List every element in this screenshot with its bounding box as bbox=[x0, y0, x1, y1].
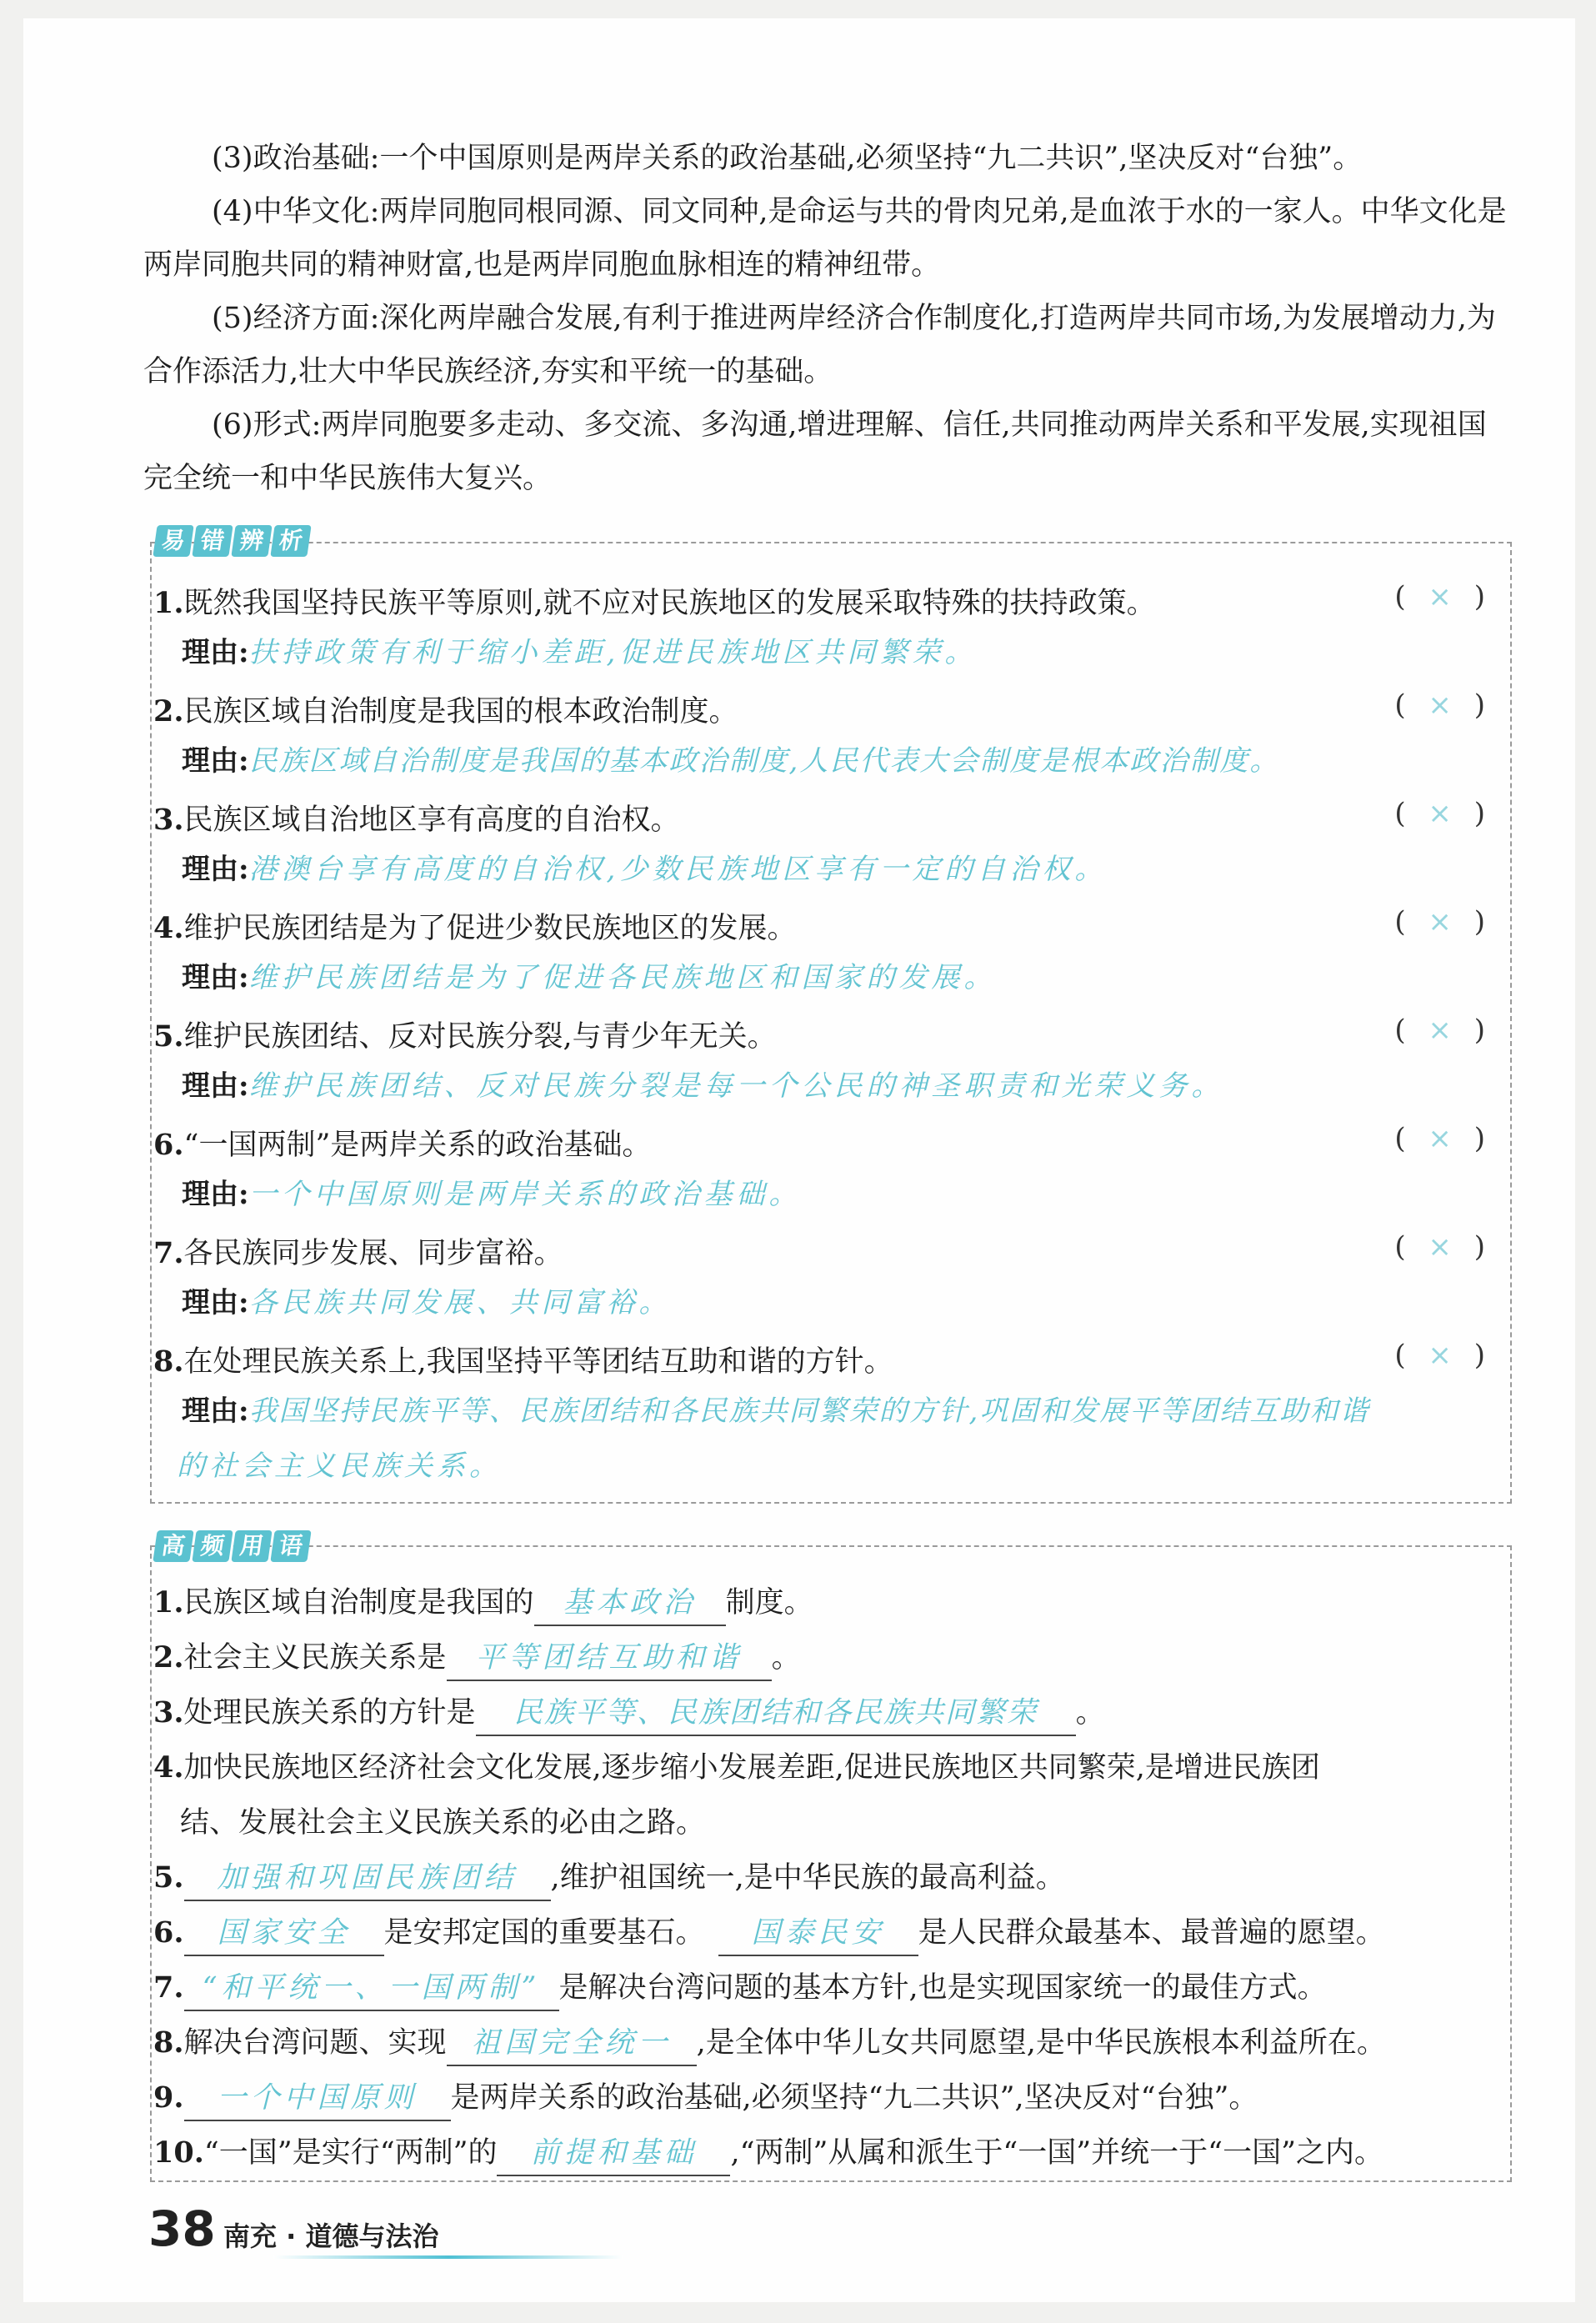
answer-blank: 基本政治 bbox=[534, 1581, 726, 1626]
reason-2: 理由:民族区域自治制度是我国的基本政治制度,人民代表大会制度是根本政治制度。 bbox=[182, 744, 1280, 778]
answer-blank: 祖国完全统一 bbox=[447, 2021, 697, 2066]
intro-point-5: (5)经济方面:深化两岸融合发展,有利于推进两岸经济合作制度化,打造两岸共同市场,为发展增动力,为合作添活力,壮大中华民族经济,夯实和平统一的基础。 bbox=[143, 302, 1496, 388]
reason-8: 理由:我国坚持民族平等、民族团结和各民族共同繁荣的方针,巩固和发展平等团结互助和谐 bbox=[182, 1394, 1370, 1428]
judge-item-5: 5.维护民族团结、反对民族分裂,与青少年无关。 ( × ) bbox=[153, 1014, 1492, 1054]
footer-accent-line bbox=[273, 2255, 623, 2259]
judge-item-7: 7.各民族同步发展、同步富裕。 ( × ) bbox=[153, 1230, 1492, 1270]
fill-item-1: 1.民族区域自治制度是我国的 基本政治 制度。 bbox=[153, 1575, 1512, 1630]
judge-mark: ( × ) bbox=[1394, 1230, 1492, 1264]
judge-item-2: 2.民族区域自治制度是我国的根本政治制度。 ( × ) bbox=[153, 688, 1492, 728]
reason-8-continued: 的社会主义民族关系。 bbox=[177, 1449, 502, 1483]
intro-point-3: (3)政治基础:一个中国原则是两岸关系的政治基础,必须坚持“九二共识”,坚决反对“台独”。 bbox=[212, 142, 1363, 175]
answer-blank: 一个中国原则 bbox=[184, 2076, 451, 2121]
reason-3: 理由:港澳台享有高度的自治权,少数民族地区享有一定的自治权。 bbox=[182, 853, 1108, 886]
reason-6: 理由:一个中国原则是两岸关系的政治基础。 bbox=[182, 1178, 802, 1211]
judge-mark: ( × ) bbox=[1394, 905, 1492, 939]
fill-item-8: 8.解决台湾问题、实现 祖国完全统一 ,是全体中华儿女共同愿望,是中华民族根本利益所在。 bbox=[153, 2015, 1512, 2070]
error-analysis-tag: 易 错 辨 析 bbox=[155, 525, 309, 557]
judge-mark: ( × ) bbox=[1394, 688, 1492, 722]
fill-item-4: 4.加快民族地区经济社会文化发展,逐步缩小发展差距,促进民族地区共同繁荣,是增进民族团 bbox=[153, 1750, 1320, 1785]
reason-1: 理由:扶持政策有利于缩小差距,促进民族地区共同繁荣。 bbox=[182, 636, 978, 669]
fill-item-9: 9. 一个中国原则 是两岸关系的政治基础,必须坚持“九二共识”,坚决反对“台独”。 bbox=[153, 2070, 1512, 2125]
page-number: 38 bbox=[148, 2200, 216, 2257]
answer-blank: 加强和巩固民族团结 bbox=[184, 1856, 551, 1901]
key-terms-tag: 高 频 用 语 bbox=[155, 1530, 309, 1562]
answer-blank: 民族平等、民族团结和各民族共同繁荣 bbox=[476, 1691, 1076, 1736]
intro-text bbox=[143, 132, 1510, 505]
answer-blank: 国家安全 bbox=[184, 1911, 384, 1956]
reason-4: 理由:维护民族团结是为了促进各民族地区和国家的发展。 bbox=[182, 961, 997, 994]
fill-item-4-continued: 结、发展社会主义民族关系的必由之路。 bbox=[180, 1806, 706, 1840]
judge-mark: ( × ) bbox=[1394, 797, 1492, 830]
fill-item-3: 3.处理民族关系的方针是 民族平等、民族团结和各民族共同繁荣 。 bbox=[153, 1685, 1512, 1740]
fill-item-5: 5. 加强和巩固民族团结 ,维护祖国统一,是中华民族的最高利益。 bbox=[153, 1850, 1512, 1905]
intro-point-4: (4)中华文化:两岸同胞同根同源、同文同种,是命运与共的骨肉兄弟,是血浓于水的一家人。中华文化是两岸同胞共同的精神财富,也是两岸同胞血脉相连的精神纽带。 bbox=[143, 195, 1507, 282]
judge-item-1: 1.既然我国坚持民族平等原则,就不应对民族地区的发展采取特殊的扶持政策。 ( × ) bbox=[153, 580, 1492, 620]
judge-mark: ( × ) bbox=[1394, 1122, 1492, 1155]
answer-blank: “和平统一、一国两制” bbox=[184, 1966, 559, 2011]
reason-5: 理由:维护民族团结、反对民族分裂是每一个公民的神圣职责和光荣义务。 bbox=[182, 1069, 1224, 1103]
answer-blank: 前提和基础 bbox=[497, 2131, 730, 2176]
intro-point-6: (6)形式:两岸同胞要多走动、多交流、多沟通,增进理解、信任,共同推动两岸关系和平发展,实现祖国完全统一和中华民族伟大复兴。 bbox=[143, 408, 1487, 495]
answer-blank: 平等团结互助和谐 bbox=[447, 1636, 772, 1681]
judge-item-4: 4.维护民族团结是为了促进少数民族地区的发展。 ( × ) bbox=[153, 905, 1492, 945]
judge-item-6: 6.“一国两制”是两岸关系的政治基础。 ( × ) bbox=[153, 1122, 1492, 1162]
judge-item-8: 8.在处理民族关系上,我国坚持平等团结互助和谐的方针。 ( × ) bbox=[153, 1339, 1492, 1379]
judge-item-3: 3.民族区域自治地区享有高度的自治权。 ( × ) bbox=[153, 797, 1492, 837]
fill-item-7: 7. “和平统一、一国两制” 是解决台湾问题的基本方针,也是实现国家统一的最佳方式。 bbox=[153, 1960, 1512, 2015]
fill-item-10: 10.“一国”是实行“两制”的 前提和基础 ,“两制”从属和派生于“一国”并统一于“一国”之内。 bbox=[153, 2125, 1512, 2180]
reason-7: 理由:各民族共同发展、共同富裕。 bbox=[182, 1286, 672, 1319]
judge-mark: ( × ) bbox=[1394, 1339, 1492, 1372]
answer-blank: 国泰民安 bbox=[718, 1911, 918, 1956]
judge-mark: ( × ) bbox=[1394, 1014, 1492, 1047]
fill-item-6: 6. 国家安全 是安邦定国的重要基石。 国泰民安 是人民群众最基本、最普遍的愿望。 bbox=[153, 1905, 1512, 1960]
judge-mark: ( × ) bbox=[1394, 580, 1492, 613]
book-subtitle: 南充 · 道德与法治 bbox=[223, 2220, 439, 2252]
fill-item-2: 2.社会主义民族关系是 平等团结互助和谐 。 bbox=[153, 1630, 1512, 1685]
